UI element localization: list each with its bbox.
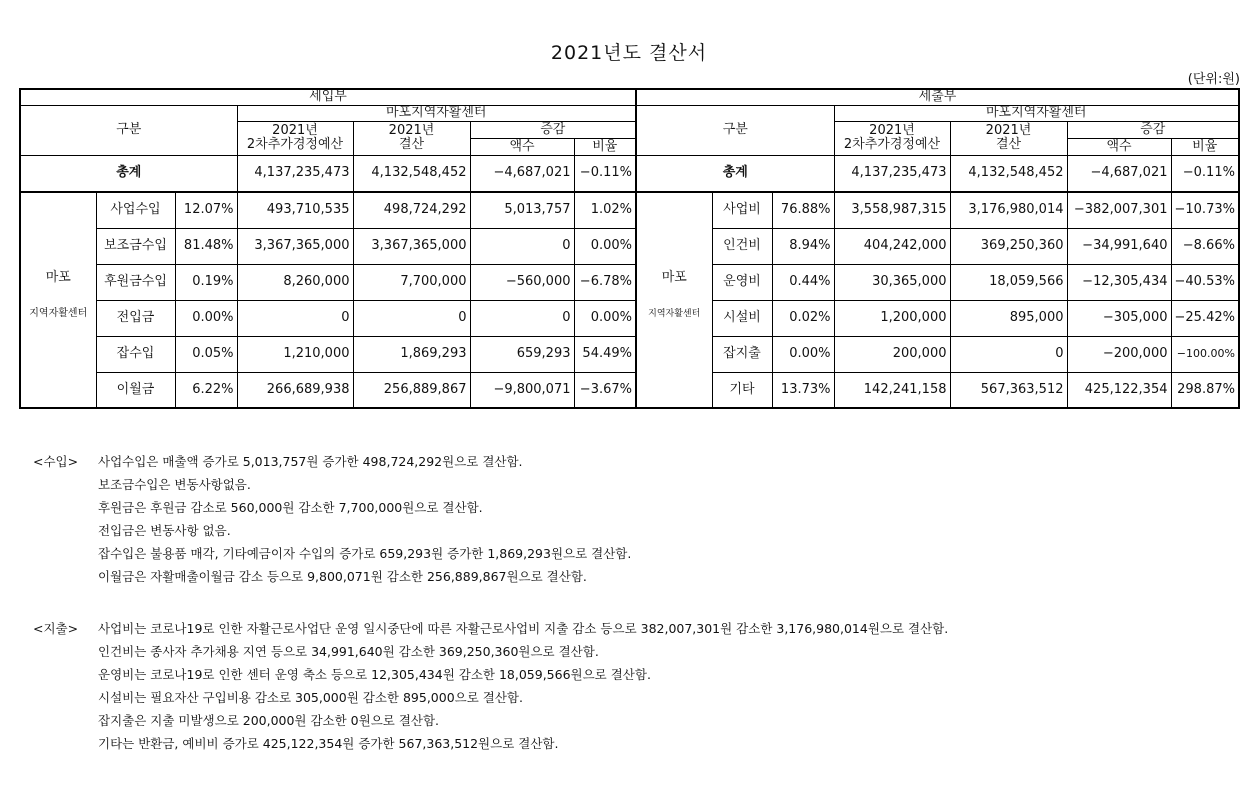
unit-label: (단위:원): [1187, 72, 1240, 87]
expense-item-amount: 425,122,354: [1067, 372, 1171, 408]
income-budget-header: 2021년 2차추가경정예산: [237, 121, 353, 155]
expense-item-name: 잡지출: [712, 336, 772, 372]
income-note-line: 후원금은 후원금 감소로 560,000원 감소한 7,700,000원으로 결산함.: [98, 500, 483, 515]
expense-item-name: 시설비: [712, 300, 772, 336]
expense-settle-header: 2021년 결산: [950, 121, 1067, 155]
expense-item-share: 0.00%: [772, 336, 834, 372]
expense-item-budget: 200,000: [834, 336, 950, 372]
income-amount-header: 액수: [470, 138, 574, 155]
expense-total-budget: 4,137,235,473: [834, 155, 950, 192]
income-item-name: 후원금수입: [96, 264, 175, 300]
expense-group-label: 마포 지역자활센터: [636, 192, 712, 408]
income-item-budget: 266,689,938: [237, 372, 353, 408]
expense-item-amount: −12,305,434: [1067, 264, 1171, 300]
org-header-row: [20, 105, 1239, 121]
expense-total-settle: 4,132,548,452: [950, 155, 1067, 192]
income-settle-header: 2021년 결산: [353, 121, 470, 155]
income-total-settle: 4,132,548,452: [353, 155, 470, 192]
expense-item-amount: −382,007,301: [1067, 192, 1171, 228]
expense-item-ratio: 298.87%: [1171, 372, 1239, 408]
income-item-budget: 1,210,000: [237, 336, 353, 372]
table-row: [20, 300, 1239, 336]
income-note-line: 이월금은 자활매출이월금 감소 등으로 9,800,071원 감소한 256,889,867원으로 결산함.: [98, 569, 587, 584]
expense-budget-header: 2021년 2차추가경정예산: [834, 121, 950, 155]
income-item-amount: −9,800,071: [470, 372, 574, 408]
expense-change-header: 증감: [1067, 121, 1239, 138]
page-title: 2021년도 결산서: [550, 42, 708, 64]
table-row: [20, 228, 1239, 264]
income-note-line: 보조금수입은 변동사항없음.: [98, 477, 251, 492]
expense-note-line: 잡지출은 지출 미발생으로 200,000원 감소한 0원으로 결산함.: [98, 713, 440, 728]
table-row: [20, 336, 1239, 372]
income-item-share: 6.22%: [175, 372, 237, 408]
income-item-name: 보조금수입: [96, 228, 175, 264]
income-item-amount: 0: [470, 300, 574, 336]
expense-item-ratio: −100.00%: [1171, 336, 1239, 372]
income-note-line: 사업수입은 매출액 증가로 5,013,757원 증가한 498,724,292원으로 결산함.: [98, 454, 523, 469]
table-row: [20, 264, 1239, 300]
expense-org-label: 마포지역자활센터: [834, 105, 1239, 121]
income-item-settle: 3,367,365,000: [353, 228, 470, 264]
expense-total-amount: −4,687,021: [1067, 155, 1171, 192]
income-item-budget: 493,710,535: [237, 192, 353, 228]
expense-item-ratio: −8.66%: [1171, 228, 1239, 264]
expense-item-name: 운영비: [712, 264, 772, 300]
income-item-share: 12.07%: [175, 192, 237, 228]
income-item-settle: 256,889,867: [353, 372, 470, 408]
income-ratio-header: 비율: [574, 138, 636, 155]
table-row: [20, 372, 1239, 408]
income-item-ratio: 54.49%: [574, 336, 636, 372]
income-item-settle: 0: [353, 300, 470, 336]
income-item-ratio: −3.67%: [574, 372, 636, 408]
total-row: [20, 155, 1239, 192]
expense-item-budget: 142,241,158: [834, 372, 950, 408]
expense-item-name: 사업비: [712, 192, 772, 228]
expense-ratio-header: 비율: [1171, 138, 1239, 155]
income-item-budget: 8,260,000: [237, 264, 353, 300]
expense-item-share: 8.94%: [772, 228, 834, 264]
expense-note-line: 기타는 반환금, 예비비 증가로 425,122,354원 증가한 567,363,512원으로 결산함.: [98, 736, 559, 751]
income-item-name: 사업수입: [96, 192, 175, 228]
income-item-share: 0.05%: [175, 336, 237, 372]
income-item-name: 잡수입: [96, 336, 175, 372]
expense-item-settle: 0: [950, 336, 1067, 372]
income-item-budget: 0: [237, 300, 353, 336]
expense-note-line: 사업비는 코로나19로 인한 자활근로사업단 운영 일시중단에 따른 자활근로사업비 지출 감소 등으로 382,007,301원 감소한 3,176,980,014원으로 결산함.: [98, 621, 949, 636]
expense-item-name: 인건비: [712, 228, 772, 264]
income-item-ratio: 0.00%: [574, 228, 636, 264]
income-group-label: 마포 지역자활센터: [20, 192, 96, 408]
expense-item-amount: −200,000: [1067, 336, 1171, 372]
income-item-name: 이월금: [96, 372, 175, 408]
expense-note-line: 운영비는 코로나19로 인한 센터 운영 축소 등으로 12,305,434원 감소한 18,059,566원으로 결산함.: [98, 667, 651, 682]
income-gubun-label: 구분: [20, 105, 237, 155]
income-item-budget: 3,367,365,000: [237, 228, 353, 264]
income-item-amount: 659,293: [470, 336, 574, 372]
income-item-ratio: 1.02%: [574, 192, 636, 228]
expense-item-share: 0.44%: [772, 264, 834, 300]
table-row: [20, 192, 1239, 228]
section-header-row: [20, 89, 1239, 105]
expense-item-name: 기타: [712, 372, 772, 408]
income-notes-label: <수입>: [33, 454, 79, 469]
expense-item-budget: 404,242,000: [834, 228, 950, 264]
expense-total-ratio: −0.11%: [1171, 155, 1239, 192]
expense-notes-label: <지출>: [33, 621, 79, 636]
income-item-amount: −560,000: [470, 264, 574, 300]
expense-total-label: 총계: [636, 155, 834, 192]
expense-item-budget: 3,558,987,315: [834, 192, 950, 228]
expense-item-budget: 1,200,000: [834, 300, 950, 336]
income-org-label: 마포지역자활센터: [237, 105, 636, 121]
income-item-amount: 0: [470, 228, 574, 264]
expense-item-settle: 369,250,360: [950, 228, 1067, 264]
income-total-label: 총계: [20, 155, 237, 192]
income-item-share: 0.19%: [175, 264, 237, 300]
expense-section-label: 세출부: [636, 89, 1239, 105]
expense-gubun-label: 구분: [636, 105, 834, 155]
expense-item-share: 13.73%: [772, 372, 834, 408]
income-item-amount: 5,013,757: [470, 192, 574, 228]
expense-item-amount: −305,000: [1067, 300, 1171, 336]
income-item-ratio: 0.00%: [574, 300, 636, 336]
income-total-ratio: −0.11%: [574, 155, 636, 192]
income-change-header: 증감: [470, 121, 636, 138]
income-item-settle: 498,724,292: [353, 192, 470, 228]
expense-item-settle: 567,363,512: [950, 372, 1067, 408]
income-item-settle: 1,869,293: [353, 336, 470, 372]
income-item-share: 81.48%: [175, 228, 237, 264]
expense-item-ratio: −25.42%: [1171, 300, 1239, 336]
income-note-line: 잡수입은 불용품 매각, 기타예금이자 수입의 증가로 659,293원 증가한 1,869,293원으로 결산함.: [98, 546, 632, 561]
expense-note-line: 시설비는 필요자산 구입비용 감소로 305,000원 감소한 895,000으로 결산함.: [98, 690, 523, 705]
expense-item-ratio: −10.73%: [1171, 192, 1239, 228]
expense-item-share: 76.88%: [772, 192, 834, 228]
expense-item-settle: 895,000: [950, 300, 1067, 336]
expense-item-settle: 18,059,566: [950, 264, 1067, 300]
income-note-line: 전입금은 변동사항 없음.: [98, 523, 231, 538]
income-total-budget: 4,137,235,473: [237, 155, 353, 192]
expense-item-settle: 3,176,980,014: [950, 192, 1067, 228]
income-item-share: 0.00%: [175, 300, 237, 336]
income-item-settle: 7,700,000: [353, 264, 470, 300]
expense-item-share: 0.02%: [772, 300, 834, 336]
expense-item-ratio: −40.53%: [1171, 264, 1239, 300]
expense-amount-header: 액수: [1067, 138, 1171, 155]
income-item-name: 전입금: [96, 300, 175, 336]
income-total-amount: −4,687,021: [470, 155, 574, 192]
income-item-ratio: −6.78%: [574, 264, 636, 300]
expense-item-amount: −34,991,640: [1067, 228, 1171, 264]
expense-note-line: 인건비는 종사자 추가채용 지연 등으로 34,991,640원 감소한 369,250,360원으로 결산함.: [98, 644, 599, 659]
settlement-table: [19, 88, 1240, 409]
income-section-label: 세입부: [20, 89, 636, 105]
expense-item-budget: 30,365,000: [834, 264, 950, 300]
